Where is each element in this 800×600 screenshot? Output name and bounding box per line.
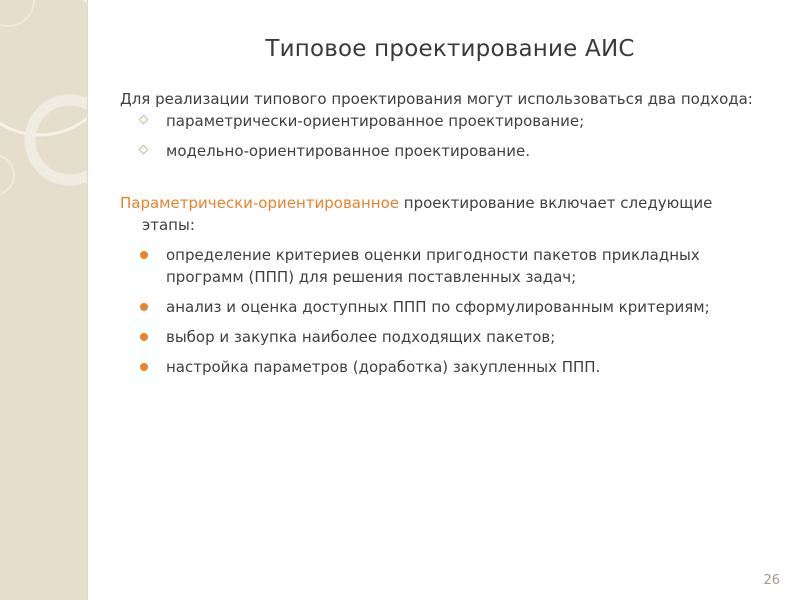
orange-bullet-icon xyxy=(140,251,148,259)
approach-item-2 xyxy=(120,140,760,162)
intro-paragraph: Для реализации типового проектирования могут использоваться два подхода: xyxy=(120,90,753,108)
stages-intro-paragraph xyxy=(120,192,760,236)
approach-text: модельно-ориентированное проектирование. xyxy=(166,142,530,160)
stage-text: выбор и закупка наиболее подходящих пакетов; xyxy=(166,328,556,346)
page-number: 26 xyxy=(763,573,780,588)
stage-text: определение критериев оценки пригодности пакетов прикладных программ (ППП) для решения поставленных задач; xyxy=(166,246,700,286)
outline-bullet-icon xyxy=(139,145,149,155)
decorative-ring-medium xyxy=(30,100,87,180)
stages-intro-text: проектирование включает следующие этапы: xyxy=(142,194,713,234)
stage-item-1 xyxy=(120,244,760,288)
orange-bullet-icon xyxy=(140,333,148,341)
stage-item-4 xyxy=(120,356,760,378)
orange-bullet-icon xyxy=(140,303,148,311)
decorative-rings xyxy=(0,0,87,600)
stage-text: анализ и оценка доступных ППП по сформулированным критериям; xyxy=(166,298,710,316)
highlighted-term: Параметрически-ориентированное xyxy=(120,194,400,212)
outline-bullet-icon xyxy=(139,115,149,125)
decorative-ring-tiny xyxy=(0,155,14,195)
orange-bullet-icon xyxy=(140,363,148,371)
slide-title: Типовое проектирование АИС xyxy=(265,36,635,62)
stage-text: настройка параметров (доработка) закупленных ППП. xyxy=(166,358,601,376)
decorative-side-panel xyxy=(0,0,88,600)
stage-item-2 xyxy=(120,296,760,318)
slide-content xyxy=(120,88,760,378)
decorative-ring-small xyxy=(0,0,34,26)
approach-text: параметрически-ориентированное проектирование; xyxy=(166,112,585,130)
stage-item-3 xyxy=(120,326,760,348)
approach-item-1 xyxy=(120,110,760,132)
